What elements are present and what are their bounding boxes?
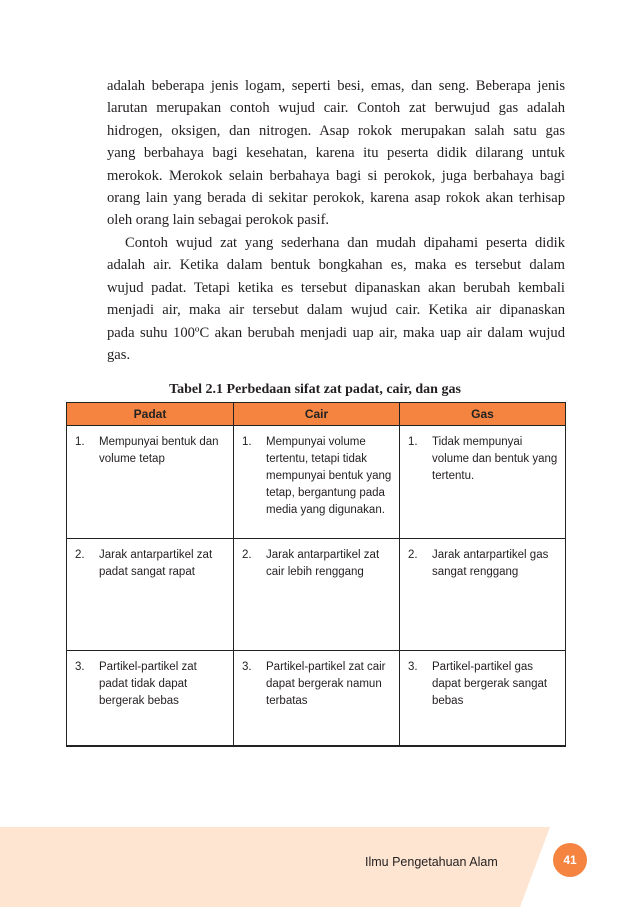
header-cair: Cair	[234, 403, 400, 426]
text-line: adalah air. Ketika dalam bentuk bongkahan es, maka es tersebut dalam	[107, 257, 565, 274]
comparison-table	[66, 402, 566, 747]
text-line: yang berbahaya bagi kesehatan, karena itu peserta didik dilarang untuk	[107, 145, 565, 162]
text-line: menjadi air, maka air tersebut dalam wujud cair. Ketika air dipanaskan	[107, 302, 565, 319]
cell-text: Jarak antarpartikel gas sangat renggang	[432, 549, 549, 578]
paragraph-2	[107, 232, 565, 366]
cell-text: Tidak mempunyai volume dan bentuk yang tertentu.	[432, 436, 558, 482]
table-cell	[400, 539, 566, 651]
item-number: 2.	[242, 549, 252, 561]
item-number: 1.	[242, 436, 252, 448]
table-cell	[67, 539, 234, 651]
item-number: 3.	[242, 661, 252, 673]
item-number: 1.	[75, 436, 85, 448]
table-cell	[234, 651, 400, 747]
cell-text: Jarak antarpartikel zat padat sangat rapat	[99, 549, 213, 578]
text-line: Contoh wujud zat yang sederhana dan mudah dipahami peserta didik	[125, 235, 565, 251]
header-gas: Gas	[400, 403, 566, 426]
cell-text: Mempunyai bentuk dan volume tetap	[99, 436, 219, 465]
page-number: 41	[553, 843, 587, 877]
item-number: 3.	[408, 661, 418, 673]
table-row	[67, 426, 566, 539]
header-padat: Padat	[67, 403, 234, 426]
table-row	[67, 539, 566, 651]
cell-text: Partikel-partikel gas dapat bergerak sangat bebas	[432, 661, 548, 707]
paragraph-1	[107, 75, 565, 232]
table-cell	[67, 651, 234, 747]
text-line: hidrogen, oksigen, dan nitrogen. Asap rokok merupakan salah satu gas	[107, 122, 565, 139]
text-line: gas.	[107, 347, 131, 364]
footer-subject: Ilmu Pengetahuan Alam	[365, 855, 498, 869]
item-number: 2.	[75, 549, 85, 561]
table-caption: Tabel 2.1 Perbedaan sifat zat padat, cair, dan gas	[169, 382, 461, 397]
text-line: orang lain yang berada di sekitar perokok, karena asap rokok akan terhisap	[107, 190, 565, 207]
text-line: merokok. Merokok selain berbahaya bagi si perokok, juga berbahaya bagi	[107, 167, 565, 184]
cell-text: Partikel-partikel zat cair dapat bergerak namun terbatas	[266, 661, 386, 707]
table-cell	[400, 426, 566, 539]
text-line: wujud padat. Tetapi ketika es tersebut dipanaskan akan berubah kembali	[107, 279, 565, 296]
item-number: 2.	[408, 549, 418, 561]
cell-text: Jarak antarpartikel zat cair lebih renggang	[266, 549, 380, 578]
cell-text: Partikel-partikel zat padat tidak dapat bergerak bebas	[99, 661, 197, 707]
item-number: 1.	[408, 436, 418, 448]
table-cell	[400, 651, 566, 747]
text-line: larutan merupakan contoh wujud cair. Contoh zat berwujud gas adalah	[107, 100, 565, 117]
table-cell	[67, 426, 234, 539]
text-line: pada suhu 100ºC akan berubah menjadi uap air, maka uap air dalam wujud	[107, 324, 565, 341]
table-cell	[234, 426, 400, 539]
table-row	[67, 651, 566, 747]
text-line: adalah beberapa jenis logam, seperti besi, emas, dan seng. Beberapa jenis	[107, 78, 565, 94]
table-cell	[234, 539, 400, 651]
cell-text: Mempunyai volume tertentu, tetapi tidak mempunyai bentuk yang tetap, bergantung pada media yang digunakan.	[266, 436, 392, 516]
text-line: oleh orang lain sebagai perokok pasif.	[107, 212, 330, 229]
item-number: 3.	[75, 661, 85, 673]
